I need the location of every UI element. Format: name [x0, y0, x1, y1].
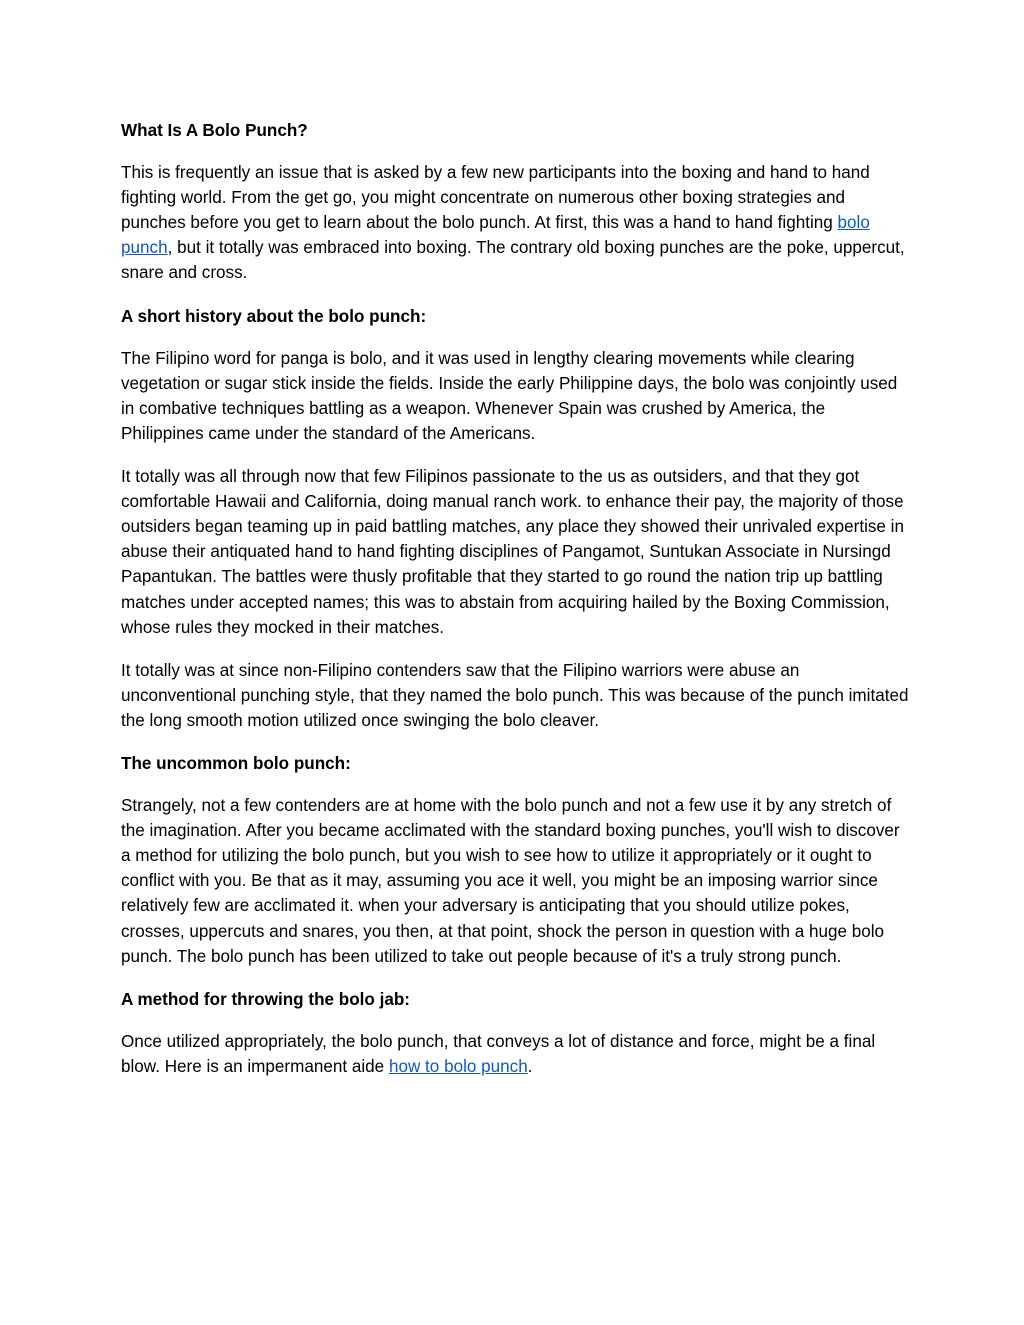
history-paragraph-2: It totally was all through now that few Filipinos passionate to the us as outsiders, and that they got comfortable Hawaii and California, doing manual ranch work. to enhance their pay, the majority of those outsiders began teaming up in paid battling matches, any place they showed their unrivaled expertise in abuse their antiquated hand to hand fighting disciplines of Pangamot, Suntukan Associate in Nursingd Papantukan. The battles were thusly profitable that they started to go round the nation trip up battling matches under accepted names; this was to abstain from acquiring hailed by the Boxing Commission, whose rules they mocked in their matches. [121, 467, 904, 637]
intro-paragraph [121, 160, 911, 285]
section-heading-uncommon: The uncommon bolo punch: [121, 753, 351, 773]
intro-text-after-link: , but it totally was embraced into boxing. The contrary old boxing punches are the poke, uppercut, snare and cross. [121, 238, 905, 283]
document-title: What Is A Bolo Punch? [121, 121, 308, 140]
bolo-punch-link[interactable]: bolo punch [121, 213, 870, 258]
section-heading-history: A short history about the bolo punch: [121, 306, 427, 326]
document-body [121, 118, 911, 1097]
method-paragraph [121, 1029, 911, 1079]
uncommon-paragraph: Strangely, not a few contenders are at home with the bolo punch and not a few use it by any stretch of the imagination. After you became acclimated with the standard boxing punches, you'll wish to discover a method for utilizing the bolo punch, but you wish to see how to utilize it appropriately or it ought to conflict with you. Be that as it may, assuming you ace it well, you might be an imposing warrior since relatively few are acclimated it. when your adversary is anticipating that you should utilize pokes, crosses, uppercuts and snares, you then, at that point, shock the person in question with a huge bolo punch. The bolo punch has been utilized to take out people because of it's a truly strong punch. [121, 796, 900, 966]
history-paragraph-1: The Filipino word for panga is bolo, and it was used in lengthy clearing movements while clearing vegetation or sugar stick inside the fields. Inside the early Philippine days, the bolo was conjointly used in combative techniques battling as a weapon. Whenever Spain was crushed by America, the Philippines came under the standard of the Americans. [121, 348, 898, 443]
section-heading-method: A method for throwing the bolo jab: [121, 989, 410, 1009]
how-to-bolo-punch-link[interactable]: how to bolo punch [388, 1056, 528, 1076]
history-paragraph-3: It totally was at since non-Filipino contenders saw that the Filipino warriors were abuse an unconventional punching style, that they named the bolo punch. This was because of the punch imitated the long smooth motion utilized once swinging the bolo cleaver. [121, 660, 909, 730]
intro-text-before-link: This is frequently an issue that is asked by a few new participants into the boxing and hand to hand fighting world. From the get go, you might concentrate on numerous other boxing strategies and punches before you get to learn about the bolo punch. At first, this was a hand to hand fighting [121, 163, 870, 233]
method-text-after-link: . [527, 1056, 533, 1076]
method-text-before-link: Once utilized appropriately, the bolo punch, that conveys a lot of distance and force, might be a final blow. Here is an impermanent aide [121, 1031, 876, 1076]
